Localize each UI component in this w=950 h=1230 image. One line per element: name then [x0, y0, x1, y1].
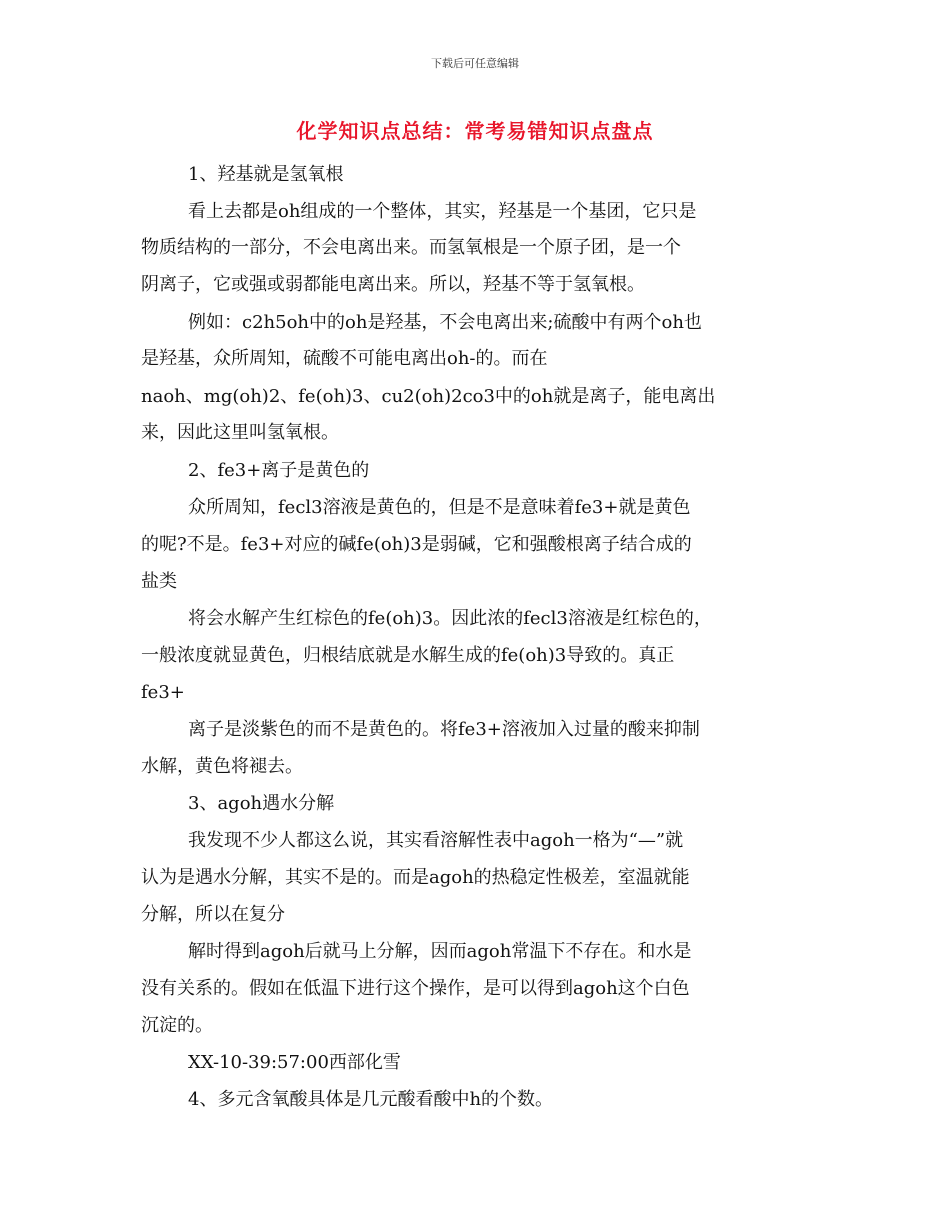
- document-title: 化学知识点总结：常考易错知识点盘点: [296, 119, 654, 143]
- section-heading: 1、羟基就是氢氧根: [188, 164, 344, 185]
- page-header: 下载后可任意编辑: [431, 57, 519, 70]
- paragraph-line: 是羟基，众所周知，硫酸不可能电离出oh-的。而在: [141, 348, 548, 369]
- paragraph-line: 一般浓度就显黄色，归根结底就是水解生成的fe(oh)3导致的。真正: [141, 645, 675, 666]
- paragraph-line: 水解，黄色将褪去。: [141, 756, 303, 777]
- paragraph-line: 例如：c2h5oh中的oh是羟基，不会电离出来;硫酸中有两个oh也: [188, 312, 702, 333]
- paragraph-line: 解时得到agoh后就马上分解，因而agoh常温下不存在。和水是: [188, 941, 692, 962]
- paragraph-line: 盐类: [141, 571, 177, 592]
- paragraph-line: 看上去都是oh组成的一个整体，其实，羟基是一个基团，它只是: [188, 201, 697, 222]
- paragraph-line: 将会水解产生红棕色的fe(oh)3。因此浓的fecl3溶液是红棕色的，: [188, 608, 712, 629]
- paragraph-line: 分解，所以在复分: [141, 904, 285, 925]
- paragraph-line: 我发现不少人都这么说，其实看溶解性表中agoh一格为“—”就: [188, 830, 684, 851]
- paragraph-line: 认为是遇水分解，其实不是的。而是agoh的热稳定性极差，室温就能: [141, 867, 690, 888]
- paragraph-line: fe3+: [141, 682, 185, 703]
- paragraph-line: 离子是淡紫色的而不是黄色的。将fe3+溶液加入过量的酸来抑制: [188, 719, 700, 740]
- paragraph-line: 沉淀的。: [141, 1015, 213, 1036]
- paragraph-line: 阴离子，它或强或弱都能电离出来。所以，羟基不等于氢氧根。: [141, 274, 645, 295]
- paragraph-line: 没有关系的。假如在低温下进行这个操作，是可以得到agoh这个白色: [141, 978, 690, 999]
- paragraph-line: XX-10-39:57:00西部化雪: [188, 1052, 401, 1073]
- paragraph-line: 众所周知，fecl3溶液是黄色的，但是不是意味着fe3+就是黄色: [188, 497, 691, 518]
- paragraph-line: 物质结构的一部分，不会电离出来。而氢氧根是一个原子团，是一个: [141, 237, 681, 258]
- section-heading: 2、fe3+离子是黄色的: [188, 460, 370, 481]
- paragraph-line: 来，因此这里叫氢氧根。: [141, 422, 339, 443]
- section-heading: 4、多元含氧酸具体是几元酸看酸中h的个数。: [188, 1089, 554, 1110]
- paragraph-line: 的呢?不是。fe3+对应的碱fe(oh)3是弱碱，它和强酸根离子结合成的: [141, 534, 692, 555]
- paragraph-line: naoh、mg(oh)2、fe(oh)3、cu2(oh)2co3中的oh就是离子，能电离出: [141, 386, 716, 407]
- section-heading: 3、agoh遇水分解: [188, 793, 335, 814]
